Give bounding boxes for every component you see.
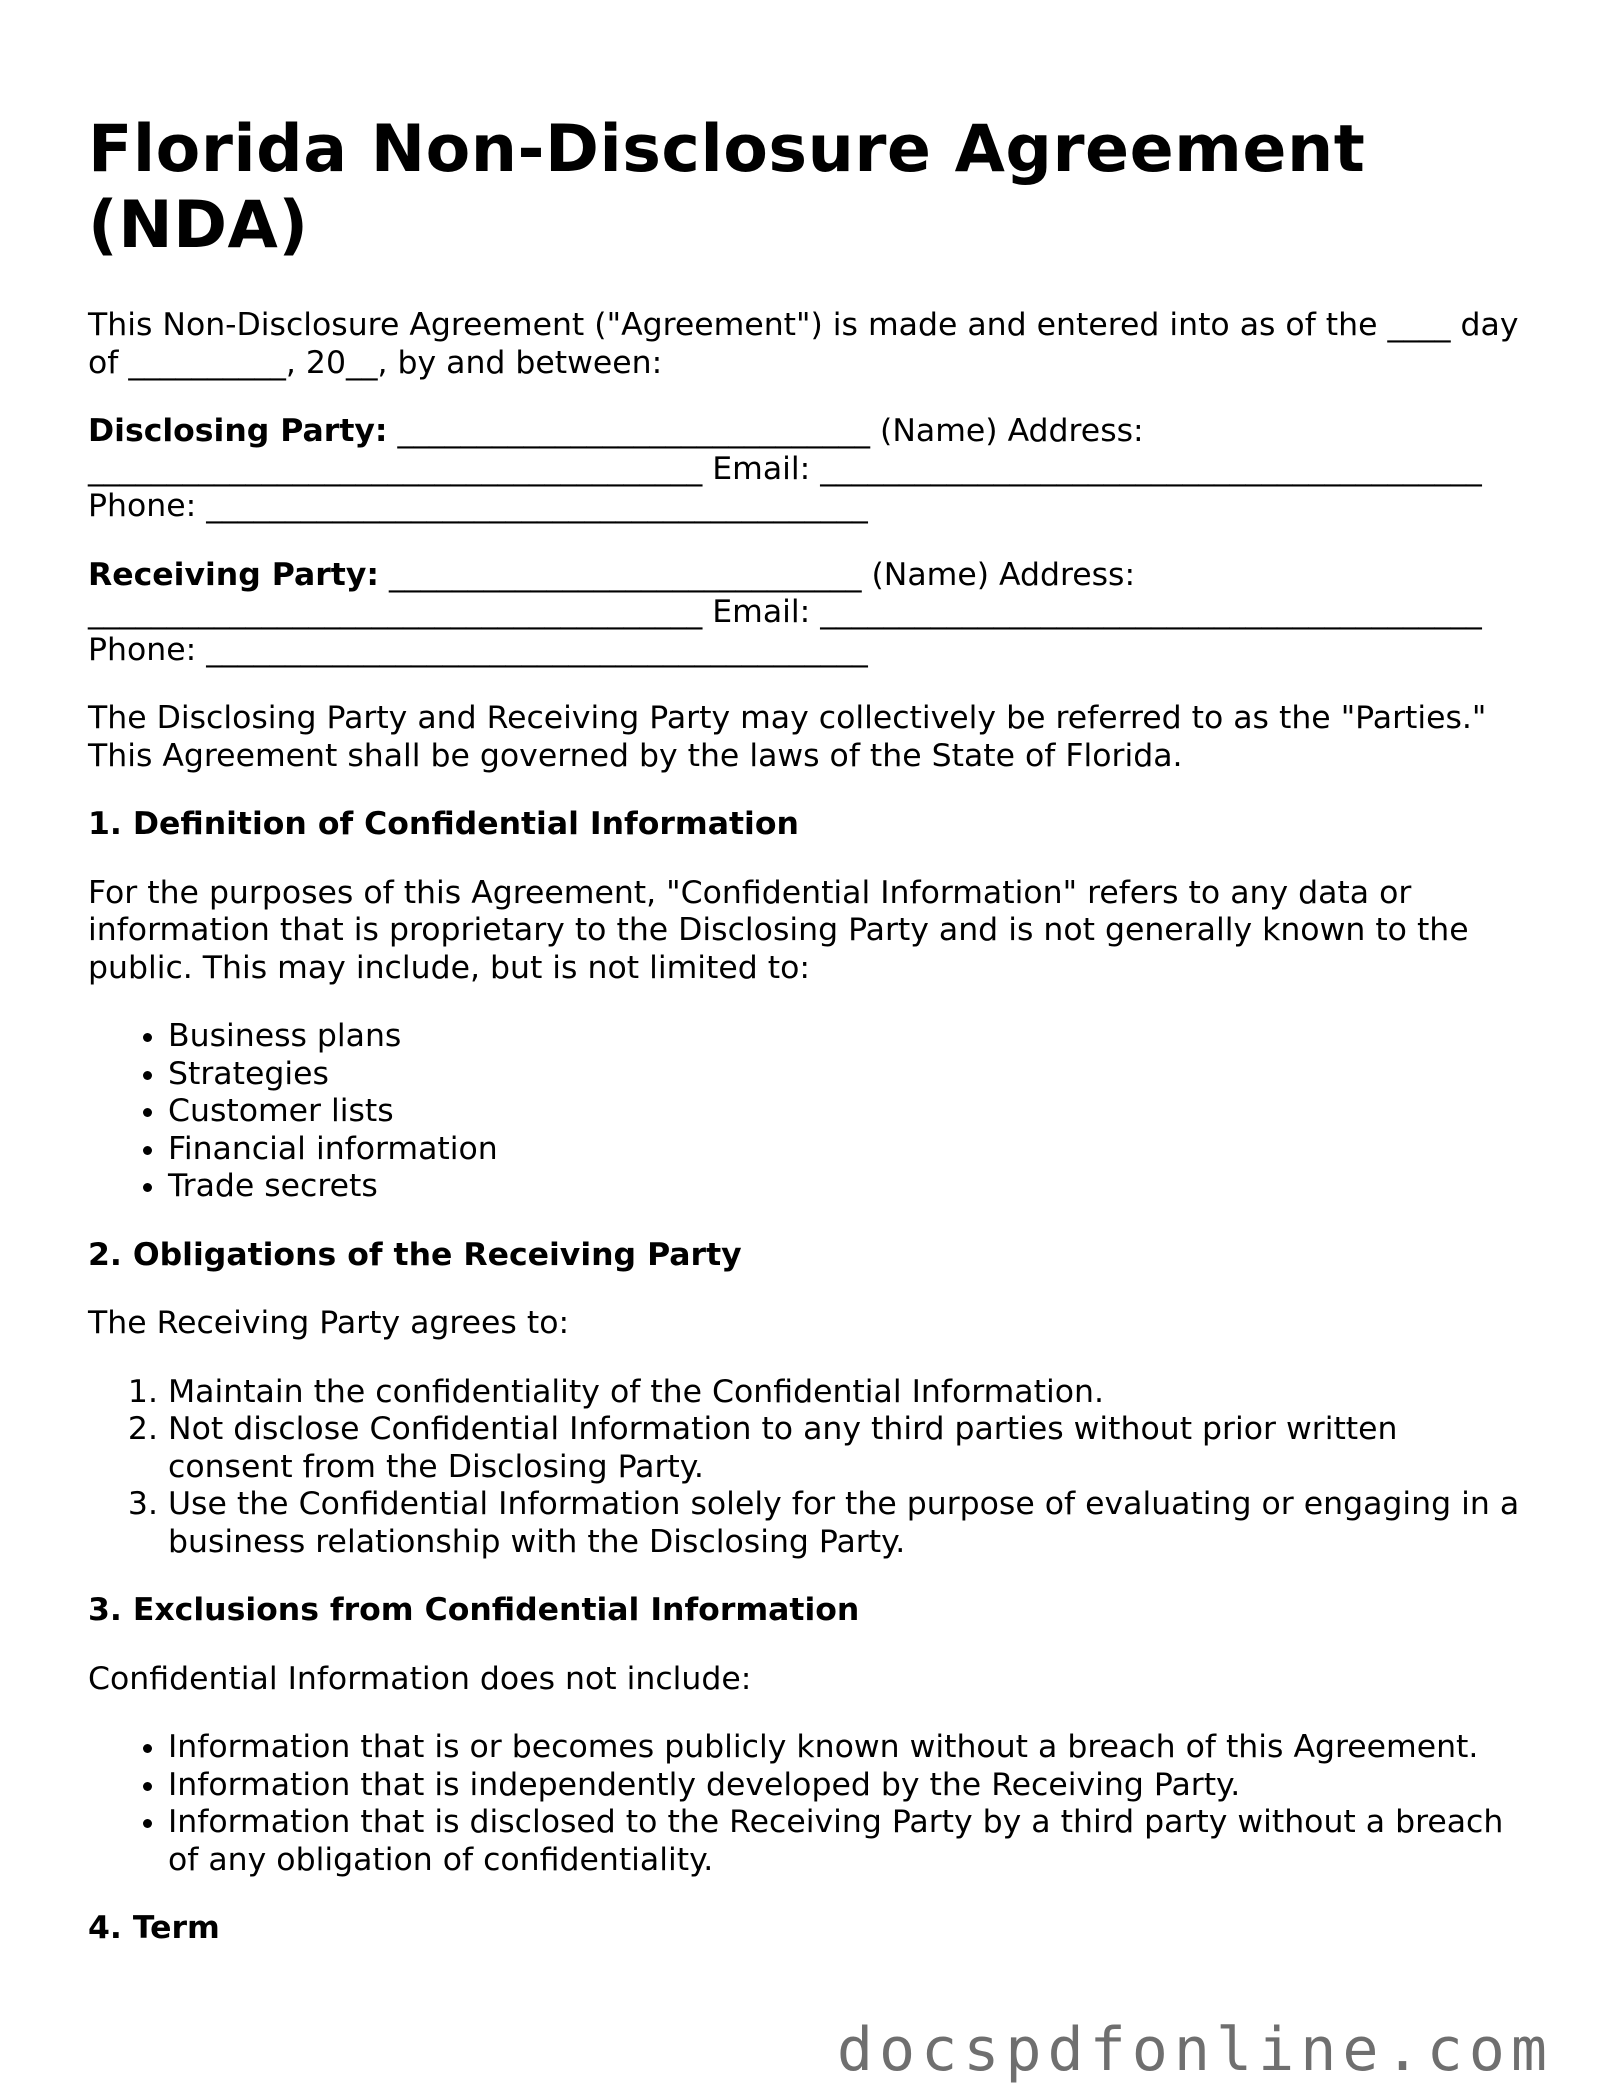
list-item: 3. Use the Confidential Information solely for the purpose of evaluating or engaging in a business relationship with the Disclosing Party. [168, 1486, 1528, 1561]
section-3-list [88, 1729, 1528, 1879]
section-2-text: The Receiving Party agrees to: [88, 1305, 570, 1341]
list-item: • Trade secrets [168, 1168, 1528, 1206]
section-3-heading: 3. Exclusions from Confidential Information [88, 1592, 860, 1628]
section-2-heading: 2. Obligations of the Receiving Party [88, 1236, 742, 1273]
watermark: docspdfonline.com [836, 2015, 1553, 2085]
document-page [88, 112, 1528, 1979]
parties-paragraph: The Disclosing Party and Receiving Party may collectively be referred to as the "Parties." This Agreement shall be governed by the laws of the State of Florida. [88, 700, 1487, 774]
section-4-heading: 4. Term [88, 1910, 220, 1946]
section-2-list [88, 1374, 1528, 1562]
section-1-list [88, 1018, 1528, 1206]
disclosing-party-label: Disclosing Party: [88, 413, 388, 449]
section-1-heading: 1. Definition of Confidential Information [88, 806, 799, 842]
receiving-party-block [88, 557, 1528, 670]
list-item: • Information that is or becomes publicly known without a breach of this Agreement. [168, 1729, 1528, 1767]
document-title: Florida Non-Disclosure Agreement (NDA) [88, 112, 1366, 263]
list-item: • Information that is independently developed by the Receiving Party. [168, 1767, 1528, 1805]
list-item: 2. Not disclose Confidential Information to any third parties without prior written consent from the Disclosing Party. [168, 1411, 1528, 1486]
disclosing-party-fields: ______________________________ (Name) Address: _______________________________________ Email: __________________________________________ Phone: __________________________________________ [88, 413, 1482, 524]
list-item: • Business plans [168, 1018, 1528, 1056]
list-item: • Customer lists [168, 1093, 1528, 1131]
section-3-text: Confidential Information does not include: [88, 1660, 752, 1697]
list-item: 1. Maintain the confidentiality of the Confidential Information. [168, 1374, 1528, 1412]
list-item: • Information that is disclosed to the Receiving Party by a third party without a breach of any obligation of confidentiality. [168, 1804, 1528, 1879]
intro-paragraph: This Non-Disclosure Agreement ("Agreement") is made and entered into as of the ____ day of __________, 20__, by and between: [88, 307, 1519, 381]
list-item: • Financial information [168, 1131, 1528, 1169]
receiving-party-fields: ______________________________ (Name) Address: _______________________________________ Email: __________________________________________ Phone: __________________________________________ [88, 556, 1482, 668]
list-item: • Strategies [168, 1056, 1528, 1094]
section-1-text: For the purposes of this Agreement, "Confidential Information" refers to any data or information that is proprietary to the Disclosing Party and is not generally known to the public. This may include, but is not limited to: [88, 874, 1469, 986]
receiving-party-label: Receiving Party: [88, 556, 379, 593]
disclosing-party-block [88, 413, 1528, 526]
